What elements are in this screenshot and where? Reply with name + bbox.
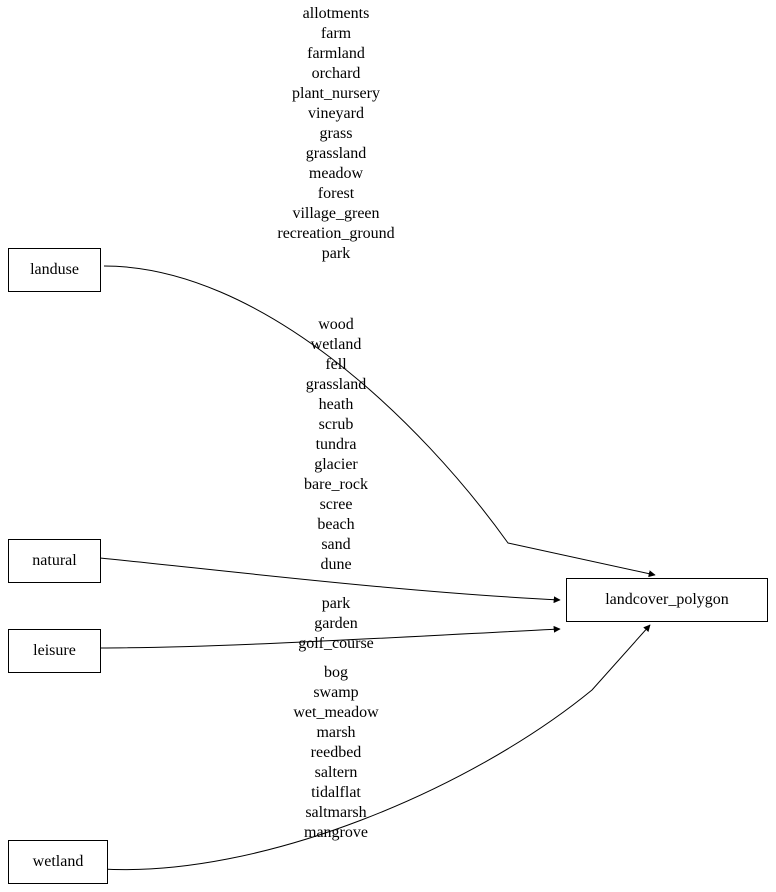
edge-label-value: wetland — [310, 336, 362, 353]
node-leisure[interactable] — [8, 629, 101, 673]
node-wetland[interactable] — [8, 840, 108, 884]
edge-label-value: glacier — [314, 456, 358, 473]
edge-label-value: bare_rock — [304, 476, 368, 493]
edge-label-value: vineyard — [308, 105, 364, 122]
edge-label-value: park — [321, 595, 351, 612]
edge-label-value: plant_nursery — [292, 85, 380, 102]
edge-label-value: saltern — [314, 764, 358, 781]
edge-label-value: bog — [324, 664, 348, 681]
edge-label-value: farm — [320, 25, 352, 42]
edge-label-value: golf_course — [298, 635, 374, 652]
edge-label-value: marsh — [316, 724, 356, 741]
edge-label-value: park — [321, 245, 351, 262]
edge-label-value: swamp — [313, 684, 359, 701]
edge-label-value: orchard — [311, 65, 361, 82]
edge-label-value: grassland — [305, 145, 367, 162]
node-wetland-label: wetland — [32, 853, 84, 870]
edge-label-value: wet_meadow — [293, 704, 379, 721]
edge-label-value: fell — [325, 356, 347, 373]
edge-label-natural — [246, 315, 426, 575]
edge-label-value: beach — [317, 516, 355, 533]
edge-label-landuse — [246, 4, 426, 264]
edge-label-value: recreation_ground — [277, 225, 395, 242]
node-natural[interactable] — [8, 539, 101, 583]
edge-label-value: farmland — [307, 45, 365, 62]
edge-label-value: reedbed — [310, 744, 362, 761]
node-landuse-label: landuse — [30, 261, 79, 278]
edge-label-value: grass — [319, 125, 353, 142]
node-landcover-polygon-label: landcover_polygon — [605, 591, 729, 608]
edge-label-value: garden — [314, 615, 358, 632]
edge-label-value: sand — [321, 536, 351, 553]
edge-label-wetland — [246, 663, 426, 843]
edge-label-value: allotments — [302, 5, 370, 22]
node-landcover-polygon[interactable] — [566, 578, 768, 622]
edge-label-value: saltmarsh — [305, 804, 367, 821]
edge-label-value: village_green — [292, 205, 380, 222]
edge-label-value: scree — [319, 496, 353, 513]
edge-label-value: scrub — [318, 416, 354, 433]
edge-label-value: tundra — [315, 436, 357, 453]
edge-label-value: tidalflat — [311, 784, 361, 801]
edge-label-value: forest — [317, 185, 355, 202]
edge-label-value: grassland — [305, 376, 367, 393]
node-leisure-label: leisure — [33, 642, 76, 659]
edge-label-value: heath — [318, 396, 354, 413]
node-landuse[interactable] — [8, 248, 101, 292]
edge-label-value: dune — [320, 556, 352, 573]
edge-label-value: mangrove — [304, 824, 368, 841]
edge-label-value: wood — [318, 316, 354, 333]
edge-label-value: meadow — [308, 165, 364, 182]
edge-label-leisure — [246, 594, 426, 654]
node-natural-label: natural — [32, 552, 77, 569]
